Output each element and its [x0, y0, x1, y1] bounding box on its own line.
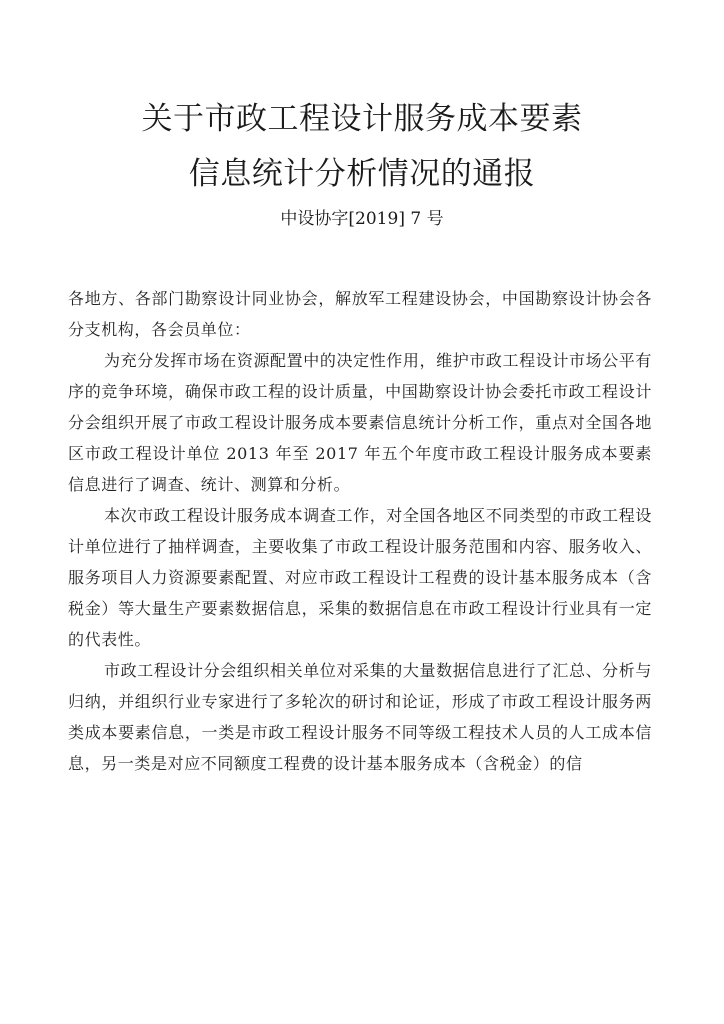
title-line-2: 信息统计分析情况的通报 [188, 156, 536, 192]
paragraph-2: 本次市政工程设计服务成本调查工作，对全国各地区不同类型的市政工程设计单位进行了抽样调查，主要收集了市政工程设计服务范围和内容、服务收入、服务项目人力资源要素配置、对应市政工程设计工程费的设计基本服务成本（含税金）等大量生产要素数据信息，采集的数据信息在市政工程设计行业具有一定的代表性。 [68, 506, 652, 649]
paragraph-1: 为充分发挥市场在资源配置中的决定性作用，维护市政工程设计市场公平有序的竞争环境，确保市政工程的设计质量，中国勘察设计协会委托市政工程设计分会组织开展了市政工程设计服务成本要素信息统计分析工作，重点对全国各地区市政工程设计单位 2013 年至 2017 年五个年度市政工程设计服务成本要素信息进行了调查、统计、测算和分析。 [68, 351, 652, 494]
document-number: 中设协字[2019] 7 号 [280, 209, 444, 229]
document-body [68, 283, 652, 779]
title-line-1: 关于市政工程设计服务成本要素 [141, 101, 583, 137]
document-title [0, 92, 724, 202]
salutation: 各地方、各部门勘察设计同业协会，解放军工程建设协会，中国勘察设计协会各分支机构，各会员单位： [68, 289, 652, 339]
paragraph-3: 市政工程设计分会组织相关单位对采集的大量数据信息进行了汇总、分析与归纳，并组织行业专家进行了多轮次的研讨和论证，形成了市政工程设计服务两类成本要素信息，一类是市政工程设计服务不同等级工程技术人员的人工成本信息，另一类是对应不同额度工程费的设计基本服务成本（含税金）的信 [68, 661, 652, 773]
